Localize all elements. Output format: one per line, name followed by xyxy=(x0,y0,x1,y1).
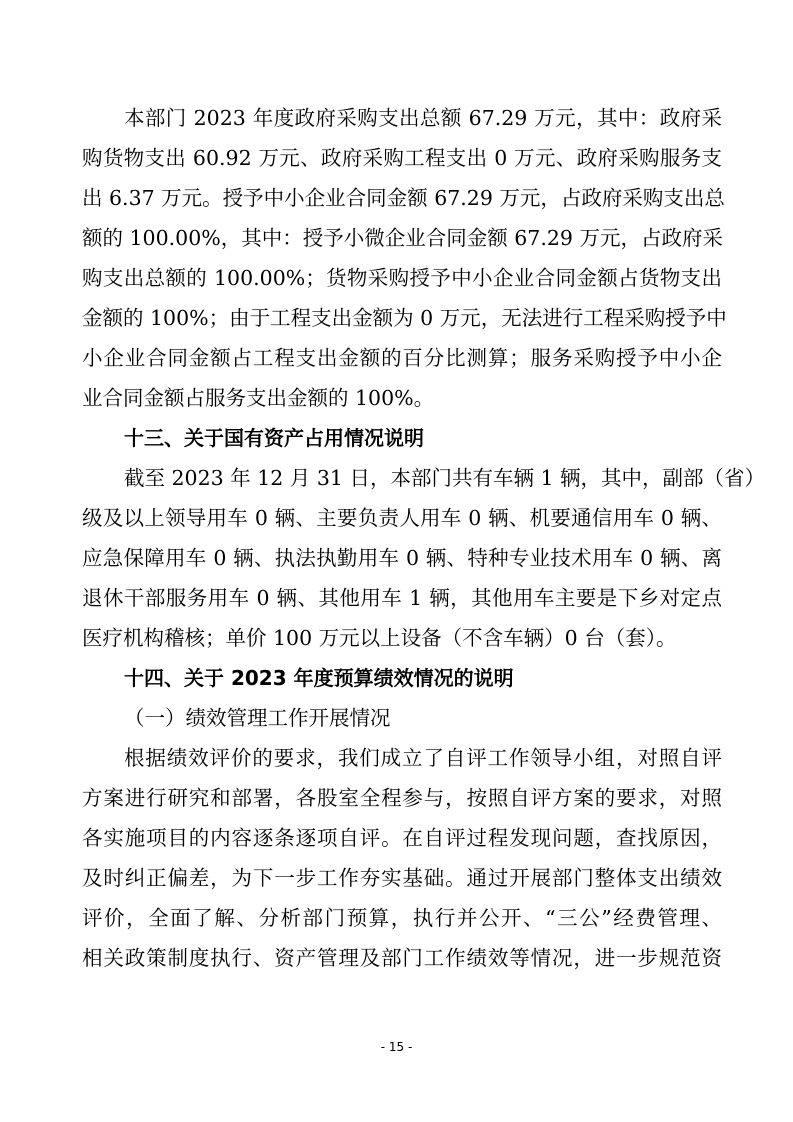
paragraph-line: 小企业合同金额占工程支出金额的百分比测算；服务采购授予中小企 xyxy=(82,346,722,370)
paragraph-line: 本部门 2023 年度政府采购支出总额 67.29 万元，其中：政府采 xyxy=(124,106,722,130)
paragraph-line: 级及以上领导用车 0 辆、主要负责人用车 0 辆、机要通信用车 0 辆、 xyxy=(82,506,722,530)
paragraph-line: 及时纠正偏差，为下一步工作夯实基础。通过开展部门整体支出绩效 xyxy=(82,866,722,890)
paragraph-line: 退休干部服务用车 0 辆、其他用车 1 辆，其他用车主要是下乡对定点 xyxy=(82,586,722,610)
paragraph-line: 应急保障用车 0 辆、执法执勤用车 0 辆、特种专业技术用车 0 辆、离 xyxy=(82,546,722,570)
section-heading-14: 十四、关于 2023 年度预算绩效情况的说明 xyxy=(124,666,514,690)
paragraph-line: 购货物支出 60.92 万元、政府采购工程支出 0 万元、政府采购服务支 xyxy=(82,146,722,170)
paragraph-line: 评价，全面了解、分析部门预算，执行并公开、“三公”经费管理、 xyxy=(82,906,722,930)
assets-paragraph xyxy=(82,458,766,658)
subsection-heading: （一）绩效管理工作开展情况 xyxy=(124,706,391,730)
paragraph-line: 业合同金额占服务支出金额的 100%。 xyxy=(82,386,435,410)
paragraph-line: 相关政策制度执行、资产管理及部门工作绩效等情况，进一步规范资 xyxy=(82,946,722,970)
document-body xyxy=(82,98,766,978)
section-heading-13: 十三、关于国有资产占用情况说明 xyxy=(124,426,424,450)
paragraph-line: 出 6.37 万元。授予中小企业合同金额 67.29 万元，占政府采购支出总 xyxy=(82,186,725,210)
procurement-paragraph xyxy=(82,98,727,418)
paragraph-line: 金额的 100%；由于工程支出金额为 0 万元，无法进行工程采购授予中 xyxy=(82,306,727,330)
paragraph-line: 各实施项目的内容逐条逐项自评。在自评过程发现问题，查找原因， xyxy=(82,826,722,850)
performance-paragraph xyxy=(82,738,722,978)
paragraph-line: 医疗机构稽核；单价 100 万元以上设备（不含车辆）0 台（套）。 xyxy=(82,626,677,650)
paragraph-line: 方案进行研究和部署，各股室全程参与，按照自评方案的要求，对照 xyxy=(82,786,722,810)
page-number: - 15 - xyxy=(380,1040,413,1054)
paragraph-line: 额的 100.00%，其中：授予小微企业合同金额 67.29 万元，占政府采 xyxy=(82,226,723,250)
paragraph-line: 截至 2023 年 12 月 31 日，本部门共有车辆 1 辆，其中，副部（省） xyxy=(124,466,766,490)
paragraph-line: 根据绩效评价的要求，我们成立了自评工作领导小组，对照自评 xyxy=(124,746,722,770)
paragraph-line: 购支出总额的 100.00%；货物采购授予中小企业合同金额占货物支出 xyxy=(82,266,722,290)
